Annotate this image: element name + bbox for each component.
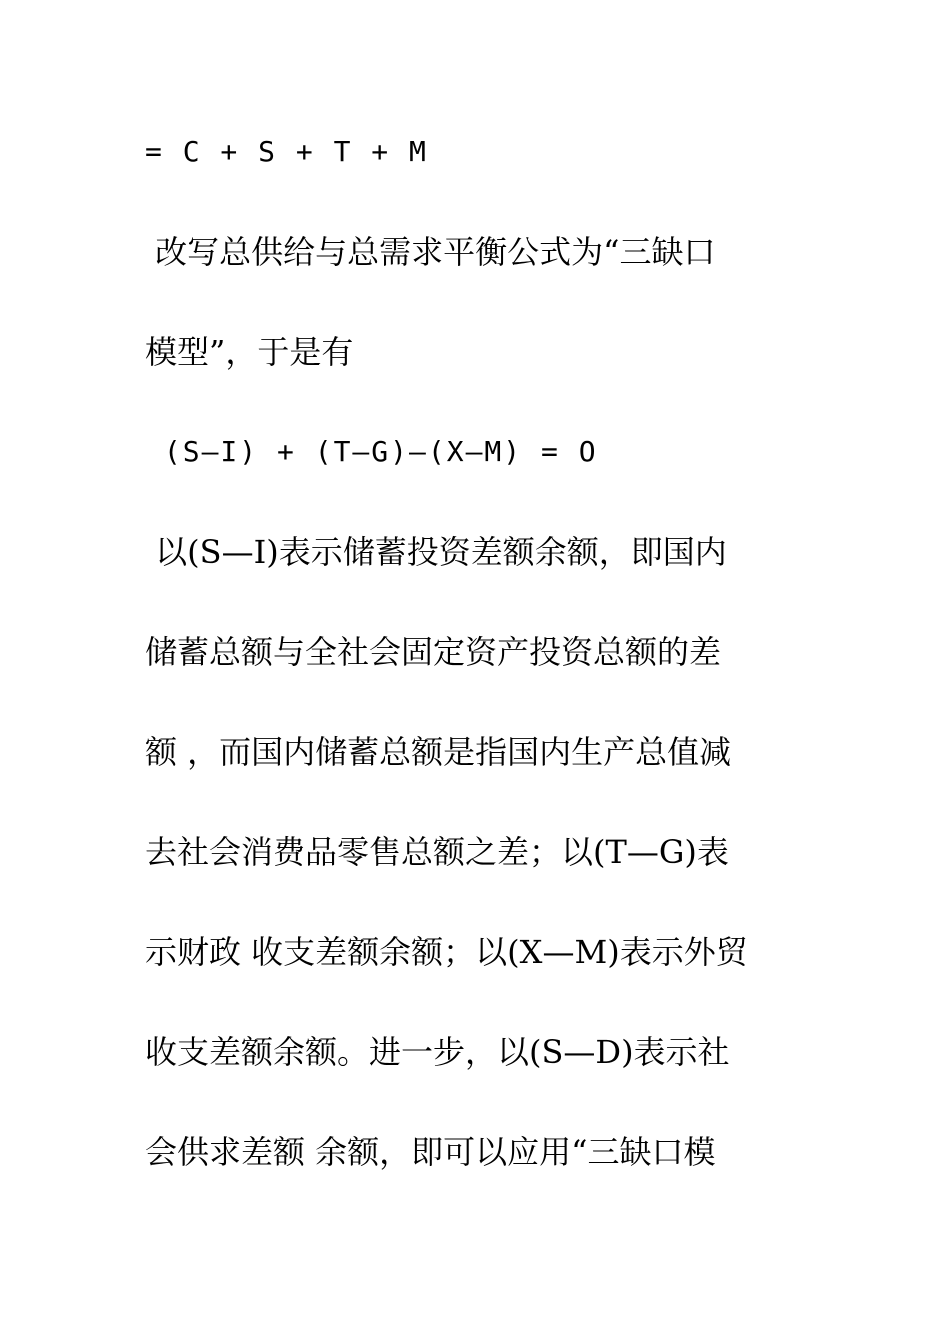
text-line: 会供求差额 余额，即可以应用“三缺口模	[145, 1133, 716, 1171]
text-line: 改写总供给与总需求平衡公式为“三缺口	[145, 233, 716, 271]
text-line: 储蓄总额与全社会固定资产投资总额的差	[145, 633, 722, 671]
text-line: 示财政 收支差额余额；以(X—M)表示外贸	[145, 933, 748, 971]
text-line: 收支差额余额。进一步，以(S—D)表示社	[145, 1033, 730, 1071]
text-line: 以(S—I)表示储蓄投资差额余额，即国内	[145, 533, 727, 571]
formula-line: (S—I) + (T—G)—(X—M) = O	[145, 435, 598, 468]
text-line: 额 ，而国内储蓄总额是指国内生产总值减	[145, 733, 732, 771]
text-line: 模型”，于是有	[145, 333, 354, 371]
text-line: 去社会消费品零售总额之差；以(T—G)表	[145, 833, 729, 871]
formula-line: = C + S + T + M	[145, 135, 428, 168]
